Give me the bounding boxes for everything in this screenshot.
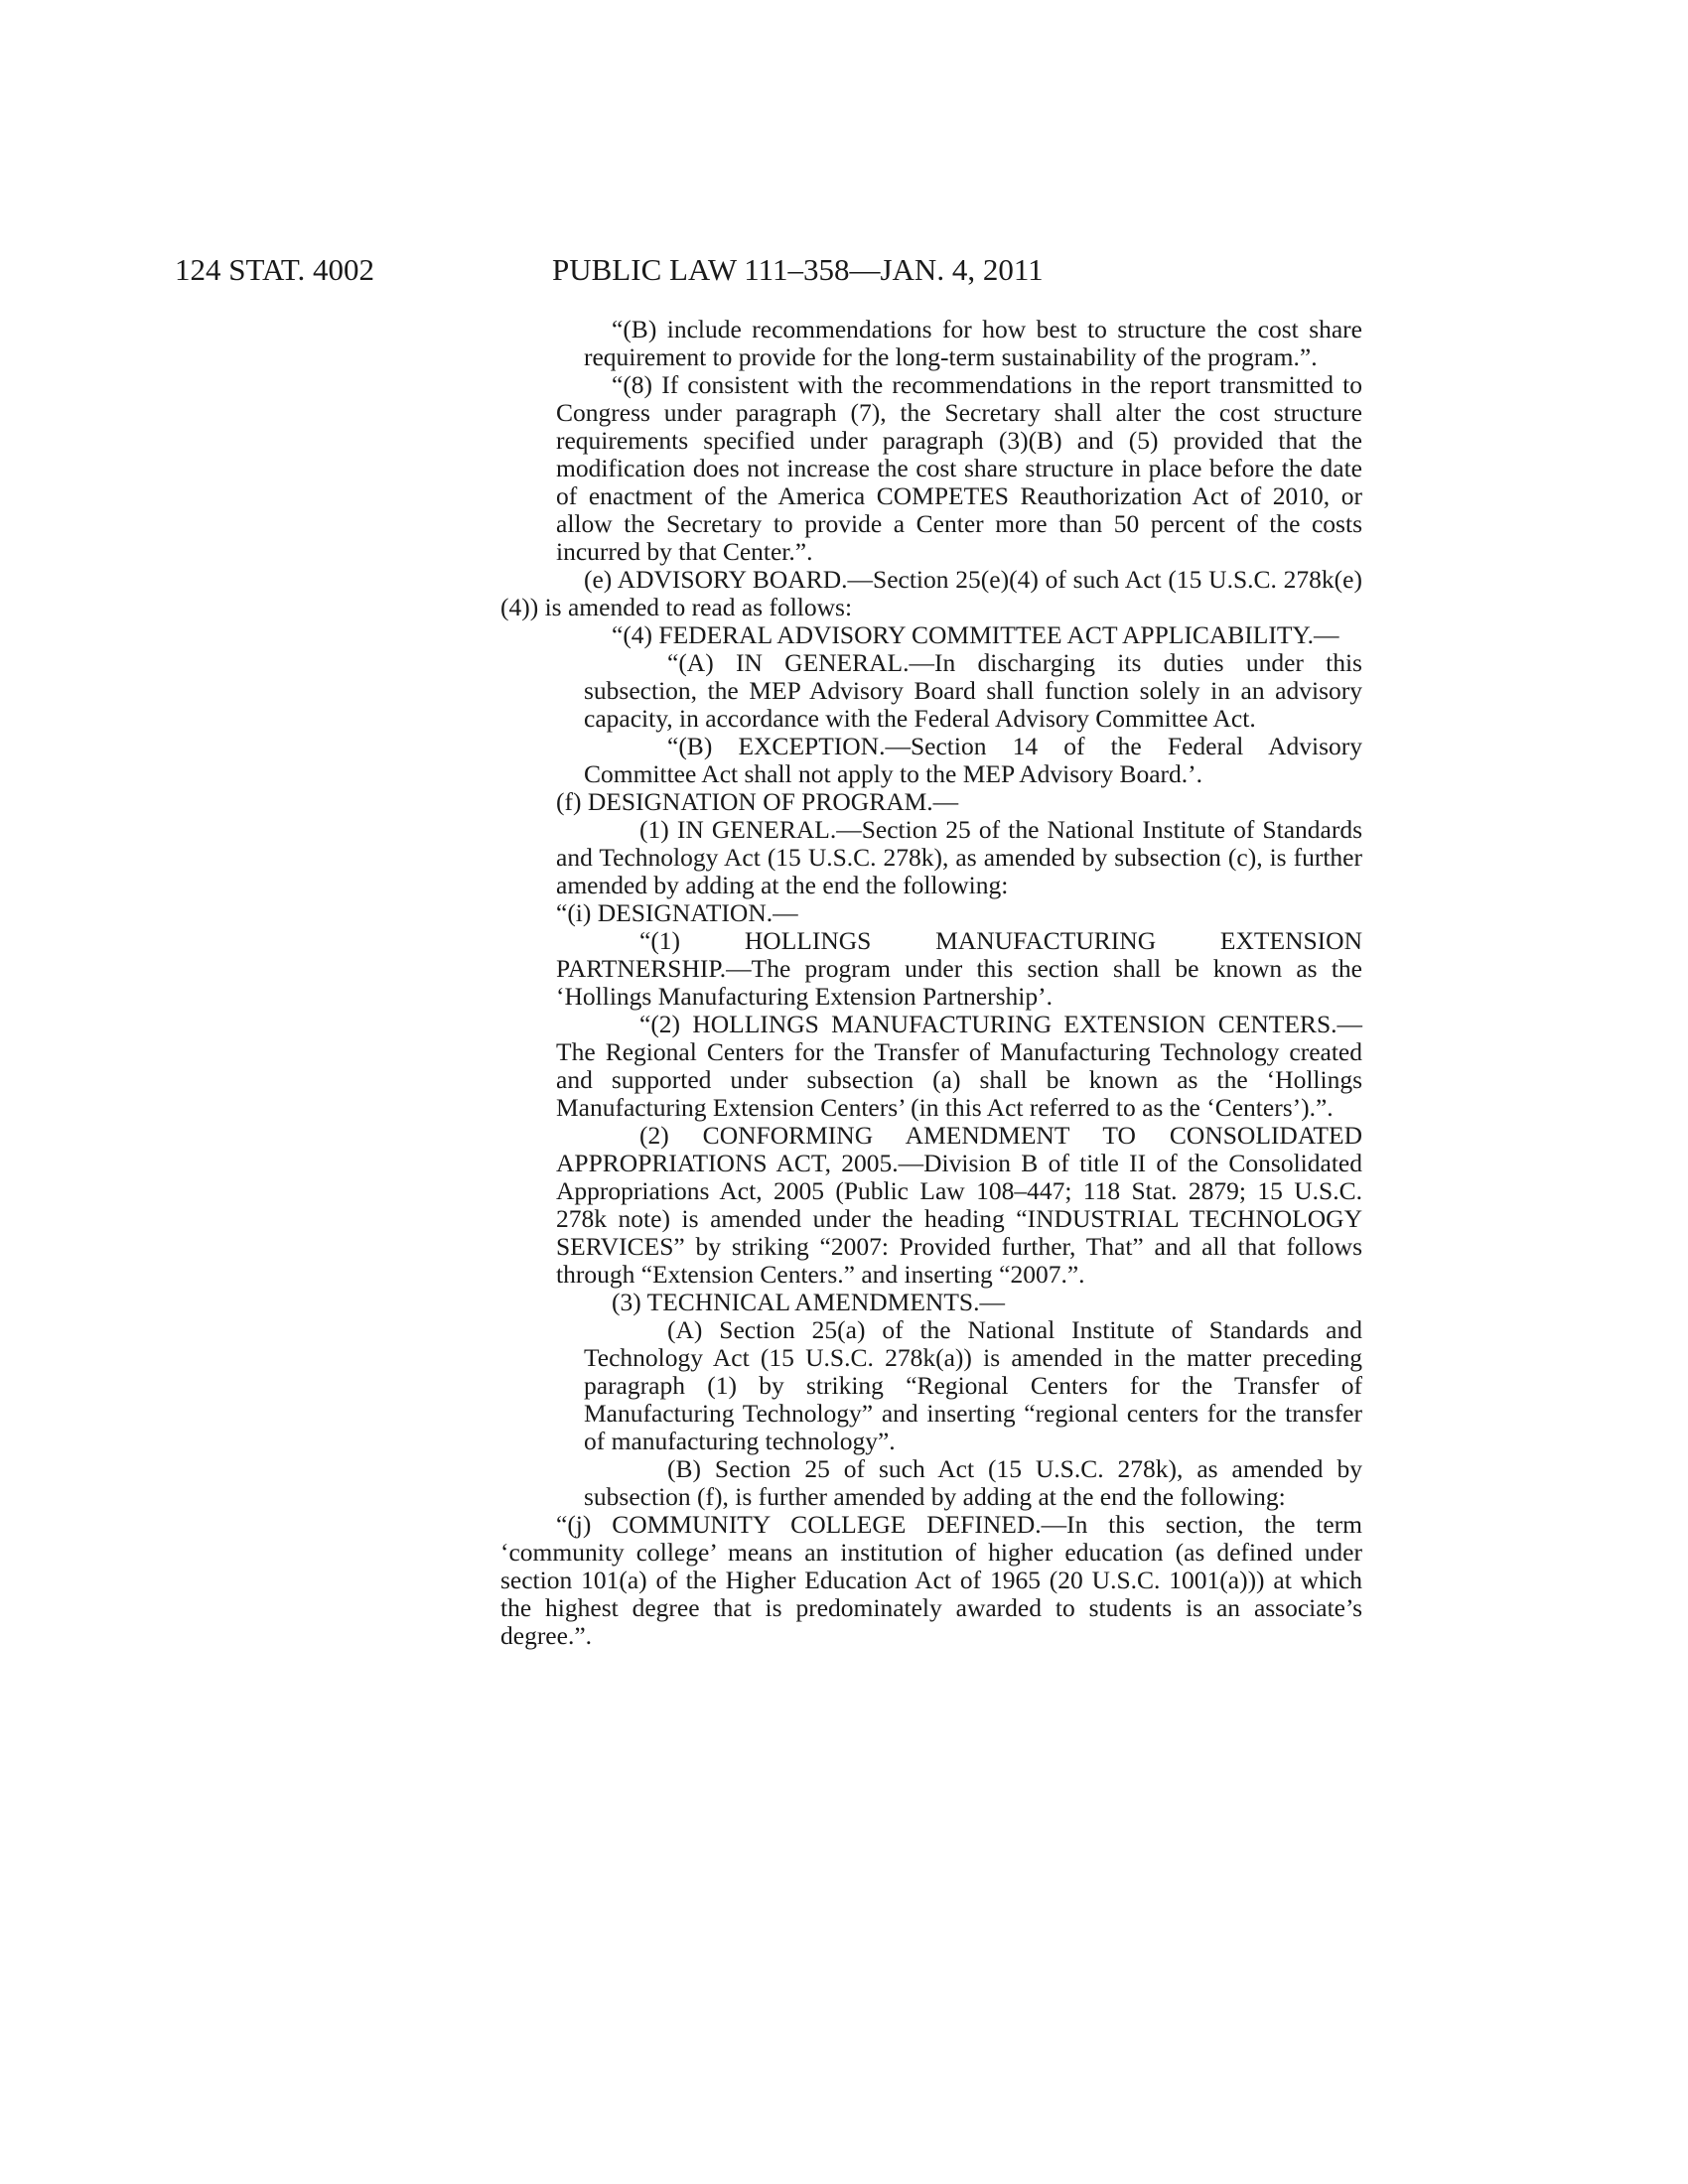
paragraph-7b-recommendations: “(B) include recommendations for how best to structure the cost share requirement to provide for the long-term sustainability of the program.”. [584,315,1362,371]
subsection-f-designation-of-program: (f) DESIGNATION OF PROGRAM.— [556,787,959,816]
subparagraph-a-in-general: “(A) IN GENERAL.—In discharging its duties under this subsection, the MEP Advisory Board shall function solely in an advisory capacity, in accordance with the Federal Advisory Committee Act. [584,648,1362,733]
subsection-i-designation: “(i) DESIGNATION.— [556,898,798,927]
subparagraph-b-exception: “(B) EXCEPTION.—Section 14 of the Federal Advisory Committee Act shall not apply to the MEP Advisory Board.’. [584,732,1362,788]
paragraph-2-hollings-centers: “(2) HOLLINGS MANUFACTURING EXTENSION CENTERS.—The Regional Centers for the Transfer of Manufacturing Technology created and supported under subsection (a) shall be known as the ‘Hollings Manufacturing Extension Centers’ (in this Act referred to as the ‘Centers’).”. [556,1010,1362,1122]
paragraph-2-conforming-amendment: (2) CONFORMING AMENDMENT TO CONSOLIDATED APPROPRIATIONS ACT, 2005.—Division B of title II of the Consolidated Appropriations Act, 2005 (Public Law 108–447; 118 Stat. 2879; 15 U.S.C. 278k note) is amended under the heading “INDUSTRIAL TECHNOLOGY SERVICES” by striking “2007: Provided further, That” and all that follows through “Extension Centers.” and inserting “2007.”. [556,1121,1362,1289]
statute-page-reference: 124 STAT. 4002 [175,252,375,287]
running-head: PUBLIC LAW 111–358—JAN. 4, 2011 [552,252,1044,287]
subparagraph-b-technical: (B) Section 25 of such Act (15 U.S.C. 278k), as amended by subsection (f), is further amended by adding at the end the following: [584,1454,1362,1511]
subsection-j-community-college-defined: “(j) COMMUNITY COLLEGE DEFINED.—In this section, the term ‘community college’ means an institution of higher education (as defined under section 101(a) of the Higher Education Act of 1965 (20 U.S.C. 1001(a))) at which the highest degree that is predominately awarded to students is an associate’s degree.”. [500,1510,1362,1650]
paragraph-3-technical-amendments: (3) TECHNICAL AMENDMENTS.— [612,1288,1005,1316]
paragraph-8-cost-structure: “(8) If consistent with the recommendations in the report transmitted to Congress under paragraph (7), the Secretary shall alter the cost structure requirements specified under paragraph (3)(B) and (5) provided that the modification does not increase the cost share structure in place before the date of enactment of the America COMPETES Reauthorization Act of 2010, or allow the Secretary to provide a Center more than 50 percent of the costs incurred by that Center.”. [556,370,1362,566]
paragraph-1-hollings-partnership: “(1) HOLLINGS MANUFACTURING EXTENSION PARTNERSHIP.—The program under this section shall be known as the ‘Hollings Manufacturing Extension Partnership’. [556,926,1362,1011]
subsection-e-advisory-board: (e) ADVISORY BOARD.—Section 25(e)(4) of such Act (15 U.S.C. 278k(e)(4)) is amended to read as follows: [500,565,1362,621]
document-body [500,316,1362,1650]
paragraph-4-faca-applicability: “(4) FEDERAL ADVISORY COMMITTEE ACT APPLICABILITY.— [612,620,1339,649]
subparagraph-a-technical: (A) Section 25(a) of the National Institute of Standards and Technology Act (15 U.S.C. 278k(a)) is amended in the matter preceding paragraph (1) by striking “Regional Centers for the Transfer of Manufacturing Technology” and inserting “regional centers for the transfer of manufacturing technology”. [584,1315,1362,1455]
paragraph-1-in-general: (1) IN GENERAL.—Section 25 of the National Institute of Standards and Technology Act (15 U.S.C. 278k), as amended by subsection (c), is further amended by adding at the end the following: [556,815,1362,899]
